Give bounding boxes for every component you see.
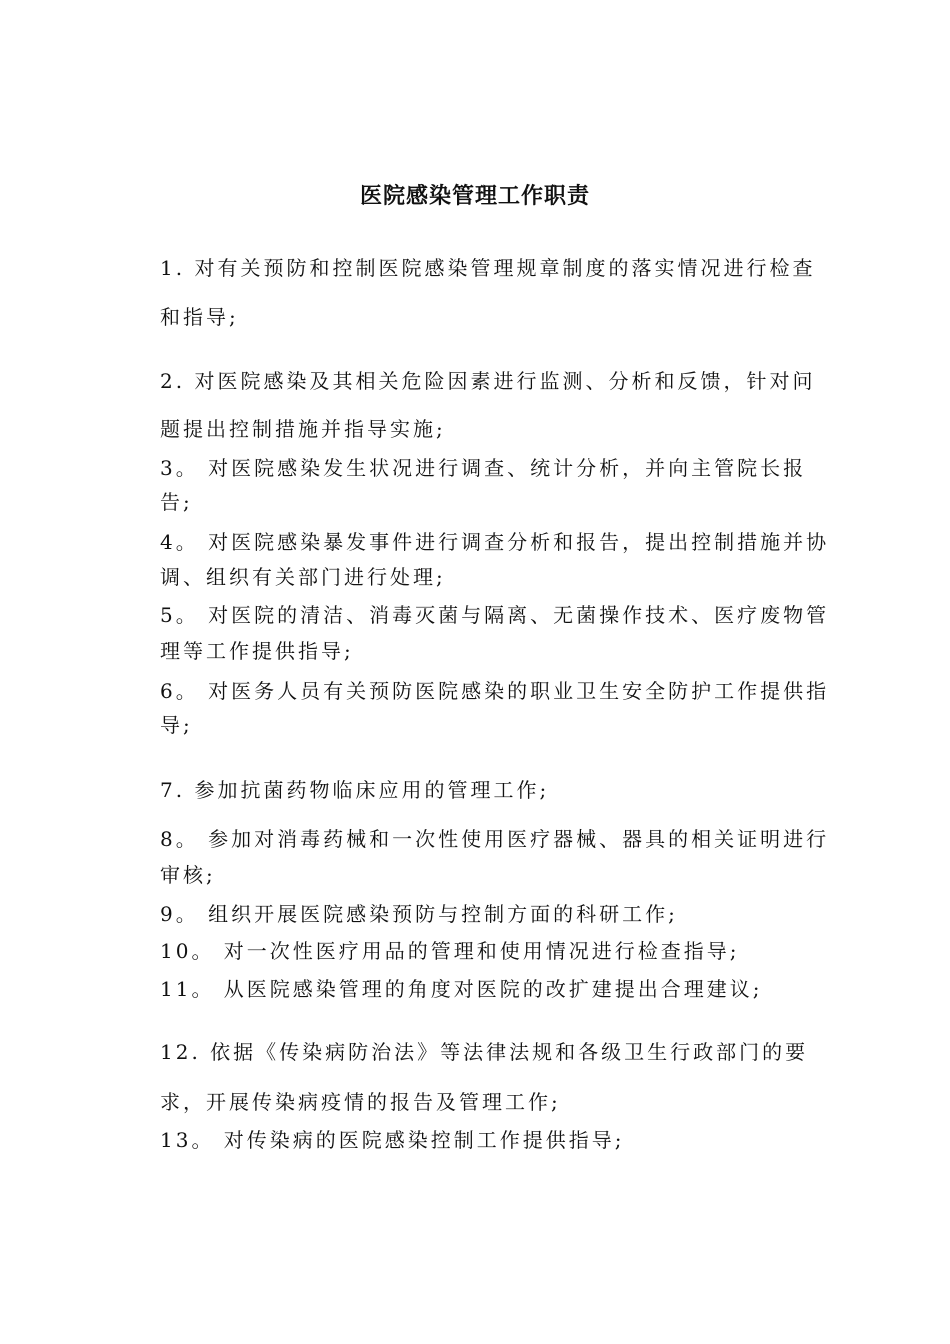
duty-line: 理等工作提供指导; — [160, 639, 354, 663]
duty-line: 6。 对医务人员有关预防医院感染的职业卫生安全防护工作提供指 — [160, 679, 830, 703]
duty-line: 9。 组织开展医院感染预防与控制方面的科研工作; — [160, 902, 678, 926]
duty-line: 调、组织有关部门进行处理; — [160, 565, 446, 589]
duty-line: 4。 对医院感染暴发事件进行调查分析和报告，提出控制措施并协 — [160, 530, 830, 554]
duty-line: 11。 从医院感染管理的角度对医院的改扩建提出合理建议; — [160, 977, 763, 1001]
duty-line: 审核; — [160, 863, 216, 887]
document-title: 医院感染管理工作职责 — [359, 183, 590, 209]
duty-line: 10。 对一次性医疗用品的管理和使用情况进行检查指导; — [160, 939, 740, 963]
duty-line: 12. 依据《传染病防治法》等法律法规和各级卫生行政部门的要 — [160, 1040, 809, 1064]
duty-line: 1. 对有关预防和控制医院感染管理规章制度的落实情况进行检查 — [160, 256, 816, 280]
duty-line: 5。 对医院的清洁、消毒灭菌与隔离、无菌操作技术、医疗废物管 — [160, 603, 830, 627]
duty-line: 2. 对医院感染及其相关危险因素进行监测、分析和反馈，针对问 — [160, 369, 816, 393]
duty-line: 导; — [160, 713, 193, 737]
duty-line: 和指导; — [160, 305, 239, 329]
duty-line: 13。 对传染病的医院感染控制工作提供指导; — [160, 1128, 625, 1152]
duty-line: 告; — [160, 490, 193, 514]
duty-line: 求，开展传染病疫情的报告及管理工作; — [160, 1090, 561, 1114]
duty-line: 8。 参加对消毒药械和一次性使用医疗器械、器具的相关证明进行 — [160, 827, 830, 851]
duty-line: 题提出控制措施并指导实施; — [160, 417, 446, 441]
duty-line: 3。 对医院感染发生状况进行调查、统计分析，并向主管院长报 — [160, 456, 807, 480]
duty-line: 7. 参加抗菌药物临床应用的管理工作; — [160, 778, 550, 802]
